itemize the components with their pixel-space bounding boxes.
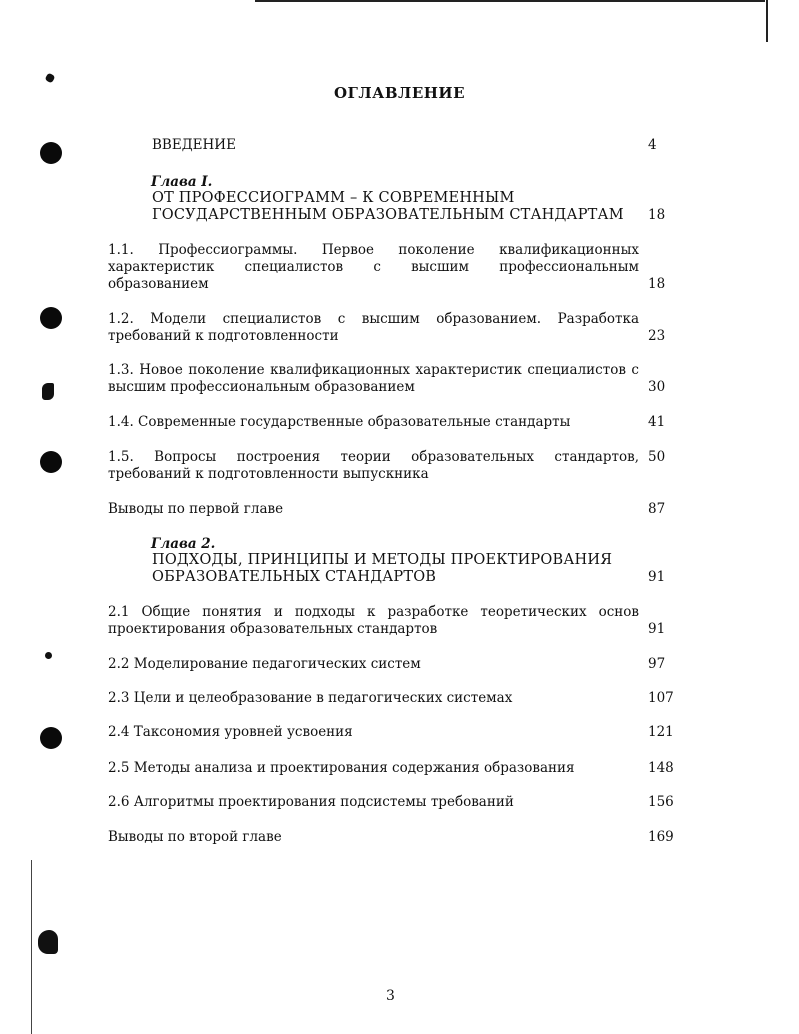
toc-entry-text: Выводы по первой главе (108, 501, 284, 517)
toc-page-number: 91 (648, 621, 666, 637)
toc-entry (108, 604, 639, 638)
scan-speck (45, 73, 56, 84)
punch-hole (40, 727, 62, 749)
toc-page-number: 18 (648, 276, 666, 292)
toc-entry (108, 362, 639, 396)
toc-entry-text: 1.5. Вопросы построения теории образовательных стандартов, требований к подготовленности выпускника (108, 449, 639, 482)
toc-entry-text: 1.4. Современные государственные образовательные стандарты (108, 414, 571, 430)
toc-entry-text: 2.5 Методы анализа и проектирования содержания образования (108, 760, 575, 776)
toc-page-number: 156 (648, 794, 674, 810)
toc-entry-text: ВВЕДЕНИЕ (152, 137, 236, 153)
toc-entry (108, 414, 639, 431)
chapter-title-line: ОБРАЗОВАТЕЛЬНЫХ СТАНДАРТОВ (152, 569, 437, 585)
toc-entry (108, 690, 639, 707)
toc-page-number: 91 (648, 569, 666, 585)
scan-edge-top (255, 0, 765, 2)
toc-page-number: 4 (648, 137, 657, 153)
toc-entry (108, 242, 639, 293)
toc-entry-text: Выводы по второй главе (108, 829, 282, 845)
toc-entry-text: 2.1 Общие понятия и подходы к разработке теоретических основ проектирования образовательных стандартов (108, 604, 639, 637)
toc-entry-text: 1.3. Новое поколение квалификационных характеристик специалистов с высшим профессиональным образованием (108, 362, 639, 395)
toc-entry (108, 311, 639, 345)
page-title: ОГЛАВЛЕНИЕ (333, 84, 466, 102)
punch-hole (40, 142, 62, 164)
toc-page-number: 41 (648, 414, 666, 430)
toc-page-number: 97 (648, 656, 666, 672)
chapter-title-line: ОТ ПРОФЕССИОГРАММ – К СОВРЕМЕННЫМ (152, 190, 515, 206)
toc-page-number: 148 (648, 760, 674, 776)
chapter-title-line: ГОСУДАРСТВЕННЫМ ОБРАЗОВАТЕЛЬНЫМ СТАНДАРТАМ (152, 207, 624, 223)
toc-entry-text: 2.6 Алгоритмы проектирования подсистемы требований (108, 794, 514, 810)
toc-page-number: 30 (648, 379, 666, 395)
toc-entry-text: 2.2 Моделирование педагогических систем (108, 656, 421, 672)
toc-entry-text: 2.4 Таксономия уровней усвоения (108, 724, 353, 740)
toc-entry-text: 1.1. Профессиограммы. Первое поколение квалификационных характеристик специалистов с высшим профессиональным образованием (108, 242, 639, 292)
toc-entry (108, 656, 639, 673)
toc-entry-text: 2.3 Цели и целеобразование в педагогических системах (108, 690, 513, 706)
toc-entry (108, 449, 639, 483)
toc-page-number: 121 (648, 724, 674, 740)
toc-page-number: 18 (648, 207, 666, 223)
punch-hole (40, 307, 62, 329)
chapter-label: Глава 2. (151, 536, 216, 552)
punch-hole (40, 451, 62, 473)
toc-page-number: 23 (648, 328, 666, 344)
toc-entry (108, 794, 639, 811)
scan-edge-right (766, 0, 768, 42)
toc-conclusions (108, 829, 639, 846)
toc-page-number: 169 (648, 829, 674, 845)
chapter-label: Глава I. (151, 174, 213, 190)
toc-intro (152, 137, 592, 154)
page-number: 3 (386, 988, 395, 1004)
toc-page-number: 50 (648, 449, 666, 465)
scan-speck (38, 930, 58, 954)
toc-conclusions (108, 501, 639, 518)
toc-page-number: 107 (648, 690, 674, 706)
scan-speck (45, 652, 52, 659)
scan-edge-left (31, 860, 32, 1034)
toc-entry (108, 724, 639, 741)
toc-page-number: 87 (648, 501, 666, 517)
toc-entry (108, 760, 639, 777)
scan-speck (42, 383, 54, 400)
chapter-title-line: ПОДХОДЫ, ПРИНЦИПЫ И МЕТОДЫ ПРОЕКТИРОВАНИЯ (152, 552, 613, 568)
toc-entry-text: 1.2. Модели специалистов с высшим образованием. Разработка требований к подготовленности (108, 311, 639, 344)
